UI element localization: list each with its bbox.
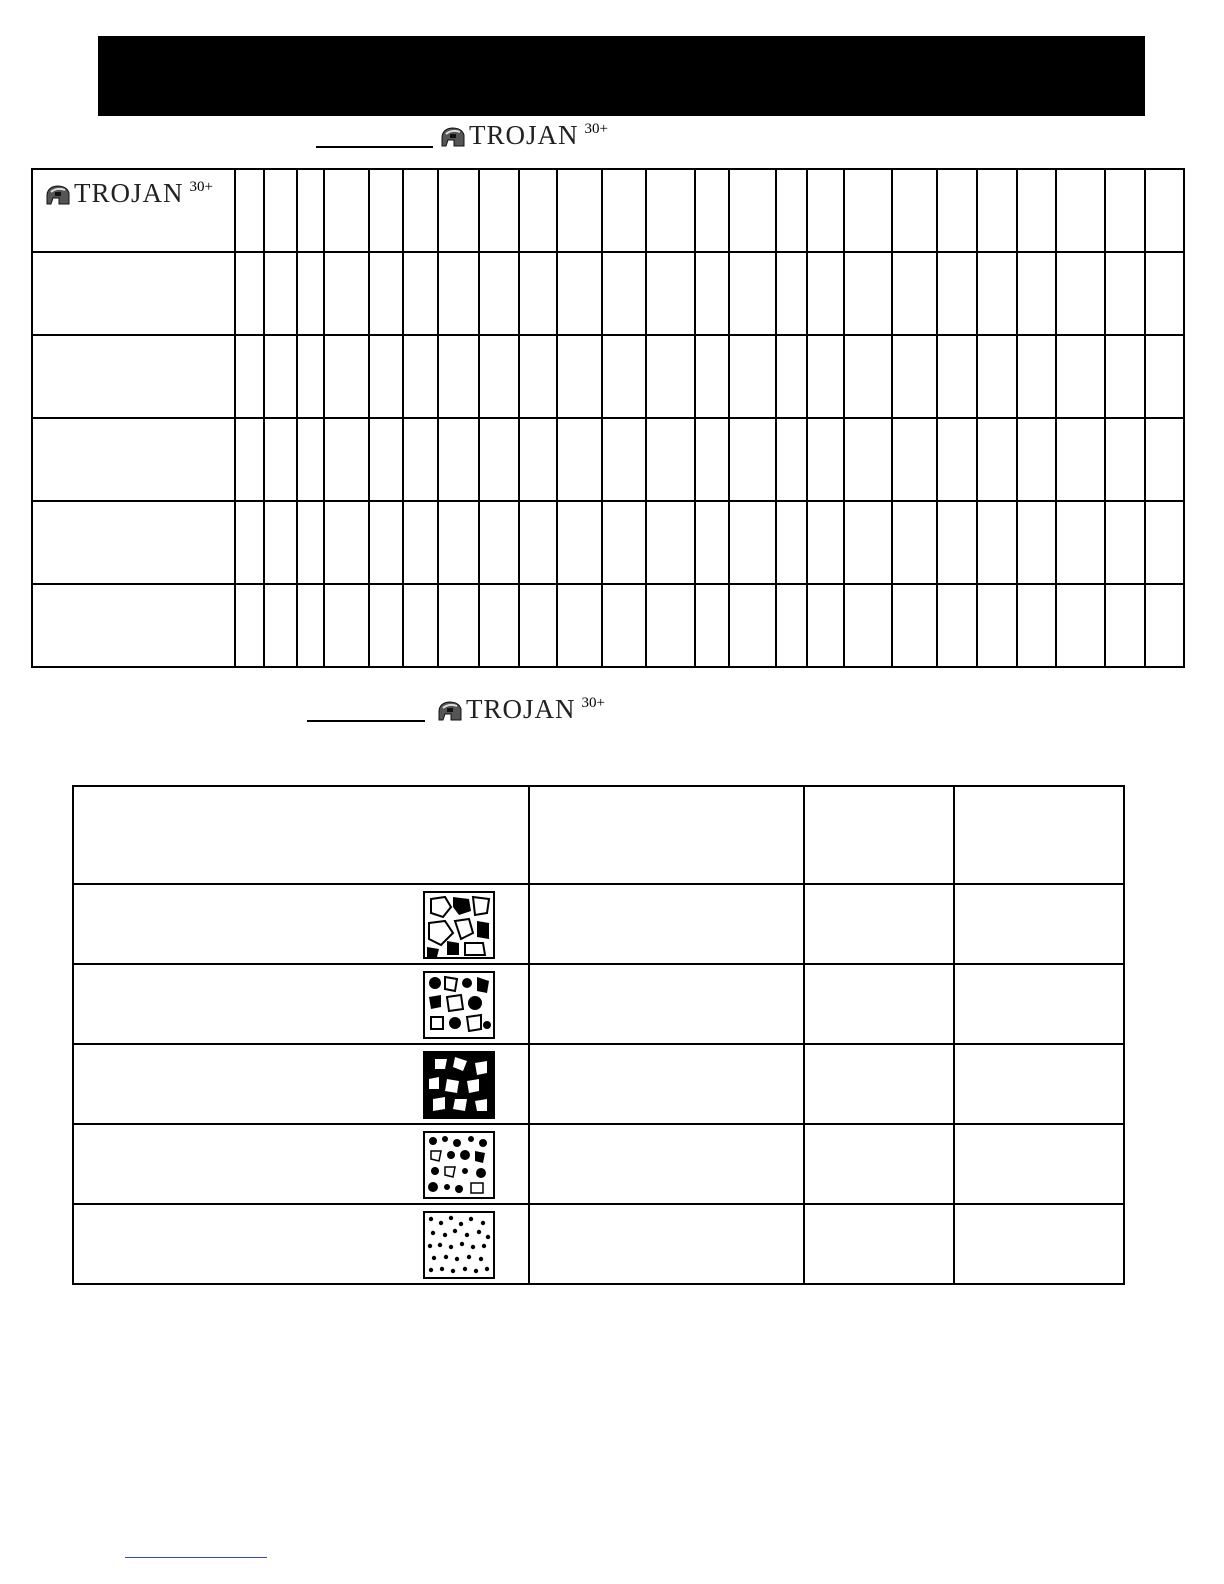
trojan-helmet-icon <box>437 700 463 722</box>
trojan-helmet-icon <box>45 184 71 206</box>
blank-underline <box>307 720 425 722</box>
aggregate-row <box>73 964 1124 1044</box>
coarse-aggregate-pattern-icon <box>423 891 495 959</box>
aggregate-row <box>73 1124 1124 1204</box>
grid-row <box>32 584 1184 667</box>
brand-word: TROJAN <box>469 120 579 150</box>
aggregate-table <box>72 785 1125 1285</box>
aggregate-row <box>73 1204 1124 1284</box>
trojan-helmet-icon <box>440 126 466 148</box>
blank-underline <box>316 146 433 148</box>
brand-word: TROJAN <box>74 178 184 208</box>
fine-aggregate-pattern-icon <box>423 1131 495 1199</box>
section-title-2 <box>307 696 607 726</box>
grid-row <box>32 252 1184 335</box>
brand-logo <box>440 122 608 149</box>
schedule-grid <box>31 168 1185 668</box>
brand-superscript: 30+ <box>584 121 608 137</box>
footer-link-underline[interactable] <box>125 1557 267 1558</box>
medium-aggregate-pattern-icon <box>423 971 495 1039</box>
grid-header-row <box>32 169 1184 252</box>
grid-header-brand-cell <box>32 169 235 252</box>
brand-word: TROJAN <box>466 694 576 724</box>
brand-logo <box>437 696 605 723</box>
mixed-aggregate-pattern-icon <box>423 1051 495 1119</box>
aggregate-row <box>73 1044 1124 1124</box>
grid-row <box>32 418 1184 501</box>
brand-logo <box>45 180 213 207</box>
aggregate-header-row <box>73 786 1124 884</box>
grid-row <box>32 501 1184 584</box>
aggregate-row <box>73 884 1124 964</box>
dotted-aggregate-pattern-icon <box>423 1211 495 1279</box>
brand-superscript: 30+ <box>189 179 213 195</box>
section-title-1 <box>316 122 616 152</box>
brand-superscript: 30+ <box>581 695 605 711</box>
grid-row <box>32 335 1184 418</box>
header-banner <box>98 36 1145 116</box>
